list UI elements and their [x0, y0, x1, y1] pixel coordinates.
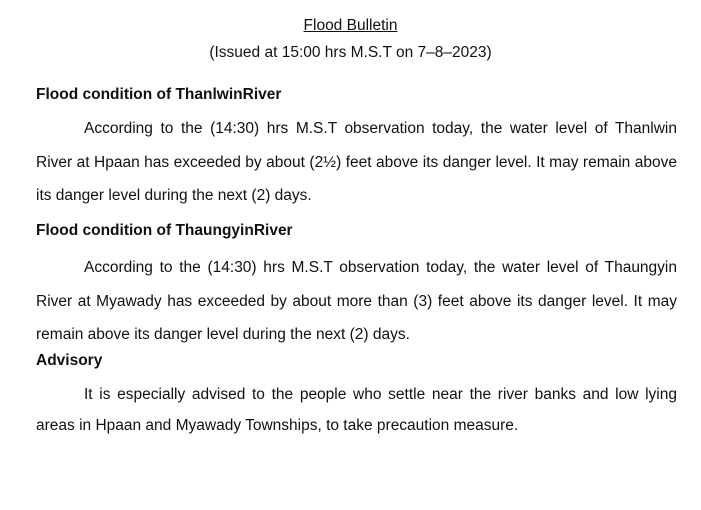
section-heading-thanlwin: Flood condition of ThanlwinRiver — [36, 86, 282, 103]
section-heading-advisory: Advisory — [36, 352, 103, 369]
section-text-thanlwin: According to the (14:30) hrs M.S.T observation today, the water level of Thanlwin River at Hpaan has exceeded by about (2½) feet above its danger level. It may remain above its danger level during the next (2) days. — [36, 120, 677, 204]
section-text-thaungyin: According to the (14:30) hrs M.S.T observation today, the water level of Thaungyin River at Myawady has exceeded by about more than (3) feet above its danger level. It may remain above its danger level during the next (2) days. — [36, 259, 677, 343]
bulletin-issued-time: (Issued at 15:00 hrs M.S.T on 7–8–2023) — [209, 44, 492, 61]
section-heading-thaungyin: Flood condition of ThaungyinRiver — [36, 222, 293, 239]
bulletin-title: Flood Bulletin — [303, 17, 398, 34]
section-text-advisory: It is especially advised to the people who settle near the river banks and low lying areas in Hpaan and Myawady Townships, to take precaution measure. — [36, 386, 677, 434]
